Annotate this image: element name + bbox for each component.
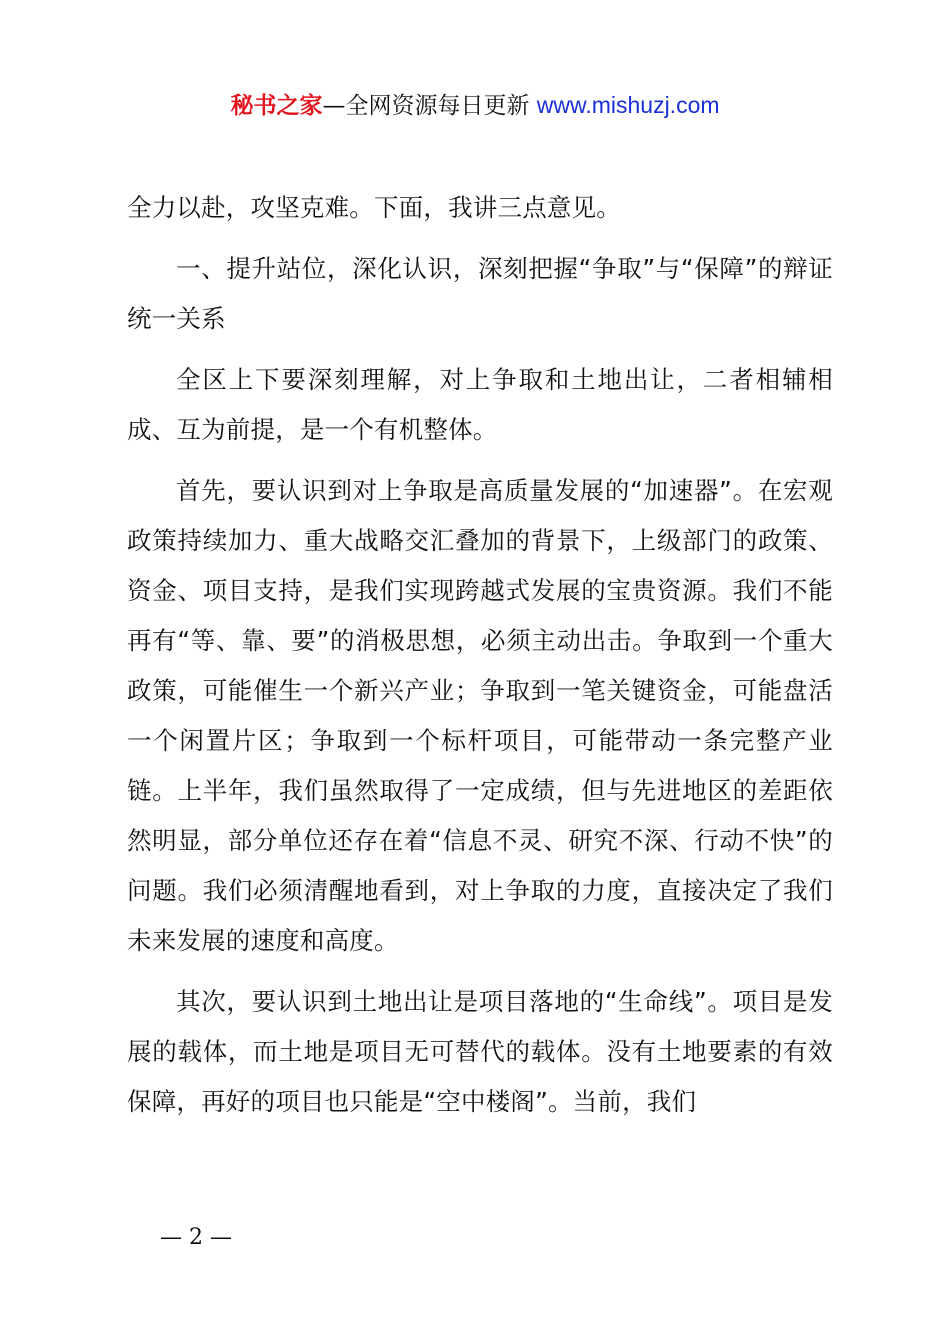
page-number: — 2 — bbox=[160, 1225, 232, 1250]
site-header bbox=[0, 88, 950, 123]
paragraph-continued: 全力以赴，攻坚克难。下面，我讲三点意见。 bbox=[127, 193, 621, 222]
site-tagline: —全网资源每日更新 bbox=[322, 93, 537, 119]
paragraph: 全区上下要深刻理解，对上争取和土地出让，二者相辅相成、互为前提，是一个有机整体。 bbox=[127, 365, 833, 444]
site-brand: 秘书之家 bbox=[230, 93, 323, 119]
paragraph: 其次，要认识到土地出让是项目落地的“生命线”。项目是发展的载体，而土地是项目无可替代的载体。没有土地要素的有效保障，再好的项目也只能是“空中楼阁”。当前，我们 bbox=[127, 987, 833, 1116]
document-body bbox=[127, 183, 833, 1138]
paragraph: 首先，要认识到对上争取是高质量发展的“加速器”。在宏观政策持续加力、重大战略交汇叠加的背景下，上级部门的政策、资金、项目支持，是我们实现跨越式发展的宝贵资源。我们不能再有“等、靠、要”的消极思想，必须主动出击。争取到一个重大政策，可能催生一个新兴产业；争取到一笔关键资金，可能盘活一个闲置片区；争取到一个标杆项目，可能带动一条完整产业链。上半年，我们虽然取得了一定成绩，但与先进地区的差距依然明显，部分单位还存在着“信息不灵、研究不深、行动不快”的问题。我们必须清醒地看到，对上争取的力度，直接决定了我们未来发展的速度和高度。 bbox=[127, 476, 833, 955]
site-url-link[interactable]: www.mishuzj.com bbox=[536, 92, 720, 118]
section-heading: 一、提升站位，深化认识，深刻把握“争取”与“保障”的辩证统一关系 bbox=[127, 254, 833, 333]
